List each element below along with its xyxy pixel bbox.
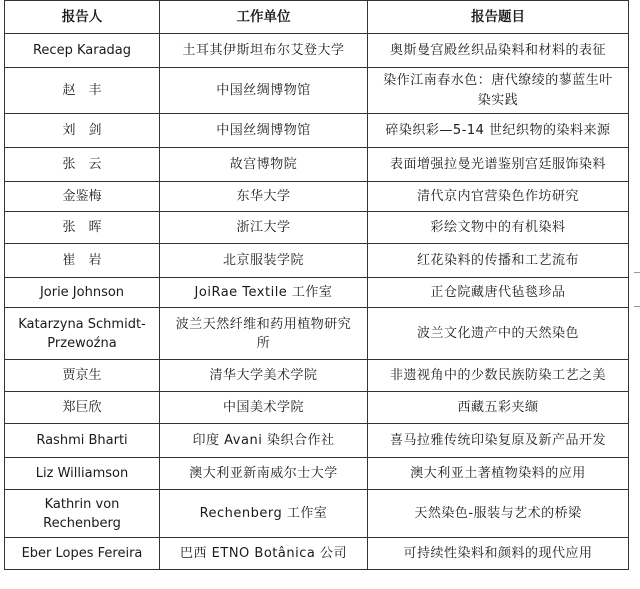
table-row xyxy=(5,114,629,148)
reporter-cell: 张 晖 xyxy=(5,212,160,244)
organization-cell: 清华大学美术学院 xyxy=(160,360,368,392)
organization-cell: 故宫博物院 xyxy=(160,148,368,182)
header-reporter: 报告人 xyxy=(5,1,160,34)
table-row xyxy=(5,244,629,278)
organization-cell: 中国丝绸博物馆 xyxy=(160,114,368,148)
header-organization: 工作单位 xyxy=(160,1,368,34)
table-row xyxy=(5,182,629,212)
topic-cell: 红花染料的传播和工艺流布 xyxy=(368,244,629,278)
reporter-cell: Kathrin von Rechenberg xyxy=(5,490,160,538)
topic-cell: 彩绘文物中的有机染料 xyxy=(368,212,629,244)
organization-cell: 中国丝绸博物馆 xyxy=(160,68,368,114)
reporter-cell: Katarzyna Schmidt-Przewoźna xyxy=(5,308,160,360)
table-row xyxy=(5,490,629,538)
table-row xyxy=(5,148,629,182)
table-container xyxy=(4,0,629,570)
table-row xyxy=(5,424,629,458)
topic-cell: 清代京内官营染色作坊研究 xyxy=(368,182,629,212)
reporter-cell: 赵 丰 xyxy=(5,68,160,114)
organization-cell: 巴西 ETNO Botânica 公司 xyxy=(160,538,368,570)
topic-cell: 表面增强拉曼光谱鉴别宫廷服饰染料 xyxy=(368,148,629,182)
topic-cell: 喜马拉雅传统印染复原及新产品开发 xyxy=(368,424,629,458)
reporter-cell: 张 云 xyxy=(5,148,160,182)
table-row xyxy=(5,68,629,114)
reporter-cell: Eber Lopes Fereira xyxy=(5,538,160,570)
reporter-cell: 郑巨欣 xyxy=(5,392,160,424)
reporter-cell: Recep Karadag xyxy=(5,34,160,68)
table-row xyxy=(5,34,629,68)
organization-cell: 中国美术学院 xyxy=(160,392,368,424)
organization-cell: 土耳其伊斯坦布尔艾登大学 xyxy=(160,34,368,68)
topic-cell: 澳大利亚土著植物染料的应用 xyxy=(368,458,629,490)
reporter-cell: Jorie Johnson xyxy=(5,278,160,308)
reporter-cell: 贾京生 xyxy=(5,360,160,392)
organization-cell: 澳大利亚新南威尔士大学 xyxy=(160,458,368,490)
reporter-cell: Liz Williamson xyxy=(5,458,160,490)
organization-cell: JoiRae Textile 工作室 xyxy=(160,278,368,308)
table-row xyxy=(5,308,629,360)
table-row xyxy=(5,278,629,308)
table-row xyxy=(5,392,629,424)
table-row xyxy=(5,458,629,490)
table-header-row xyxy=(5,1,629,34)
organization-cell: 印度 Avani 染织合作社 xyxy=(160,424,368,458)
topic-cell: 非遗视角中的少数民族防染工艺之美 xyxy=(368,360,629,392)
organization-cell: 北京服装学院 xyxy=(160,244,368,278)
reporter-cell: 金鉴梅 xyxy=(5,182,160,212)
reporter-cell: Rashmi Bharti xyxy=(5,424,160,458)
topic-cell: 可持续性染料和颜料的现代应用 xyxy=(368,538,629,570)
reporter-cell: 崔 岩 xyxy=(5,244,160,278)
topic-cell: 染作江南春水色：唐代缭绫的蓼蓝生叶染实践 xyxy=(368,68,629,114)
topic-cell: 波兰文化遗产中的天然染色 xyxy=(368,308,629,360)
topic-cell: 奥斯曼宫殿丝织品染料和材料的表征 xyxy=(368,34,629,68)
topic-cell: 天然染色-服装与艺术的桥梁 xyxy=(368,490,629,538)
table-row xyxy=(5,360,629,392)
table-row xyxy=(5,212,629,244)
organization-cell: 浙江大学 xyxy=(160,212,368,244)
organization-cell: 波兰天然纤维和药用植物研究所 xyxy=(160,308,368,360)
speakers-table xyxy=(4,0,629,570)
table-row xyxy=(5,538,629,570)
reporter-cell: 刘 剑 xyxy=(5,114,160,148)
page-edge-mark xyxy=(634,306,640,307)
header-topic: 报告题目 xyxy=(368,1,629,34)
organization-cell: Rechenberg 工作室 xyxy=(160,490,368,538)
organization-cell: 东华大学 xyxy=(160,182,368,212)
topic-cell: 碎染织彩—5-14 世纪织物的染料来源 xyxy=(368,114,629,148)
page-edge-mark xyxy=(634,272,640,273)
topic-cell: 西藏五彩夹缬 xyxy=(368,392,629,424)
topic-cell: 正仓院藏唐代毡毯珍品 xyxy=(368,278,629,308)
